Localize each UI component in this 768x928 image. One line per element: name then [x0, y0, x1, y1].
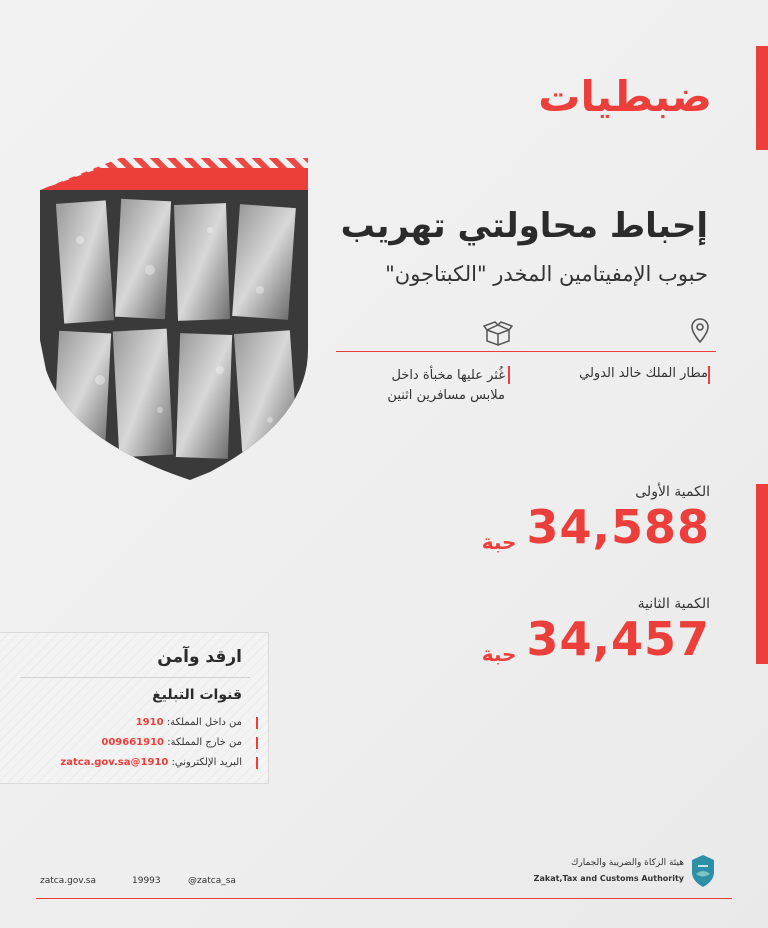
footer-social-handle[interactable]: @zatca_sa: [188, 876, 236, 886]
footer-phone[interactable]: 19993: [132, 876, 161, 886]
page-title: ضبطيات: [538, 72, 712, 121]
footer-divider: [36, 898, 732, 899]
email-line: [60, 757, 242, 768]
second-quantity-value: 34,457: [526, 612, 710, 666]
concealment-line-2: ملابس مسافرين اثنين: [387, 388, 505, 403]
concealment-text: [387, 366, 505, 406]
seized-pills-shield-image: [40, 150, 308, 480]
outside-kingdom-number[interactable]: 009661910: [101, 737, 165, 748]
outside-kingdom-label: من خارج المملكة:: [167, 737, 242, 748]
report-channels-title: قنوات التبليغ: [152, 687, 242, 703]
first-quantity-label: الكمية الأولى: [635, 484, 710, 500]
email-marker: [256, 757, 258, 769]
first-quantity-value: 34,588: [526, 500, 710, 554]
inside-kingdom-label: من داخل المملكة:: [166, 717, 242, 728]
report-divider: [20, 677, 250, 678]
headline-title: إحباط محاولتي تهريب: [340, 206, 708, 246]
location-pin-icon: [690, 318, 710, 344]
first-quantity-unit: حبة: [481, 530, 517, 554]
open-box-icon: [483, 318, 513, 346]
inside-kingdom-number[interactable]: 1910: [135, 717, 164, 728]
authority-name-english: Zakat,Tax and Customs Authority: [533, 874, 684, 883]
accent-bar-bottom: [756, 484, 768, 664]
location-text: مطار الملك خالد الدولي: [579, 366, 708, 381]
headline-subtitle: حبوب الإمفيتامين المخدر "الكبتاجون": [385, 262, 708, 286]
email-label: البريد الإلكتروني:: [171, 757, 242, 768]
email-address[interactable]: 1910@zatca.gov.sa: [60, 757, 169, 768]
second-quantity: [482, 612, 710, 666]
inside-kingdom-line: [136, 717, 242, 728]
footer-website[interactable]: zatca.gov.sa: [40, 876, 97, 886]
report-channels-box: [0, 632, 269, 784]
second-quantity-unit: حبة: [481, 642, 517, 666]
accent-bar-top: [756, 46, 768, 150]
inside-kingdom-marker: [256, 717, 258, 729]
authority-name-arabic: هيئة الزكاة والضريبة والجمارك: [570, 858, 684, 868]
first-quantity: [482, 500, 710, 554]
outside-kingdom-line: [101, 737, 242, 748]
location-marker: [708, 366, 710, 384]
outside-kingdom-marker: [256, 737, 258, 749]
concealment-line-1: غُثر عليها مخبأة داخل: [391, 368, 505, 383]
zatca-logo-icon: [690, 854, 716, 888]
concealment-marker: [508, 366, 510, 384]
slogan: ارقد وآمن: [157, 647, 242, 667]
info-divider: [336, 351, 716, 352]
second-quantity-label: الكمية الثانية: [637, 596, 710, 612]
